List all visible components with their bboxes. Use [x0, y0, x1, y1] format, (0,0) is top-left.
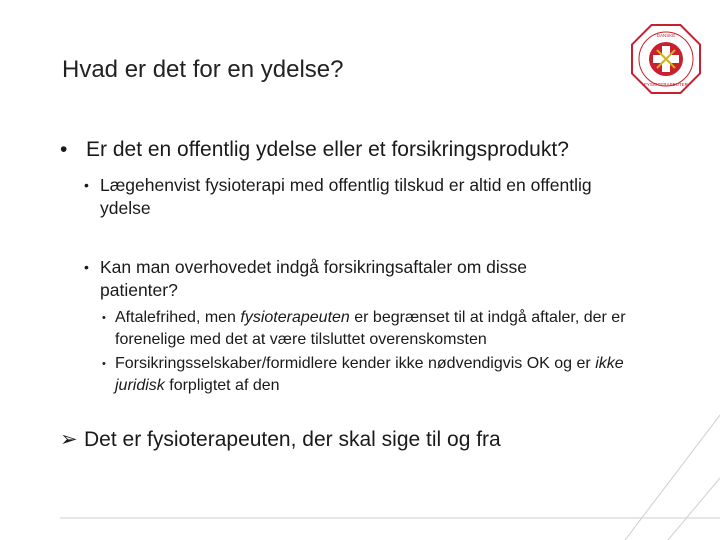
bullet-level2: [84, 174, 604, 220]
bullet-marker: •: [60, 138, 68, 161]
bullet-level2: [84, 256, 604, 302]
bullet-marker: •: [102, 312, 106, 324]
bullet-marker: •: [84, 177, 89, 193]
svg-text:DANSKE: DANSKE: [656, 33, 676, 38]
arrow-bullet-icon: ➢: [60, 428, 78, 451]
bullet-text: Lægehenvist fysioterapi med offentlig tilskud er altid en offentlig ydelse: [100, 175, 592, 218]
bullet-level3: [102, 353, 662, 397]
bullet-marker: •: [84, 259, 89, 275]
bullet-text: Aftalefrihed, men fysioterapeuten er begrænset til at indgå aftaler, der er forenelige med det at være tilsluttet overenskomsten: [115, 309, 626, 348]
bullet-text: Kan man overhovedet indgå forsikringsaftaler om disse patienter?: [100, 257, 528, 300]
danske-fysioterapeuter-logo: [631, 24, 701, 94]
slide-title: Hvad er det for en ydelse?: [62, 56, 344, 83]
bullet-text: Forsikringsselskaber/formidlere kender ikke nødvendigvis OK og er ikke juridisk forpligtet af den: [115, 355, 624, 394]
bullet-level3: [102, 307, 662, 351]
svg-text:FYSIOTERAPEUTER: FYSIOTERAPEUTER: [644, 82, 688, 87]
arrow-bullet-text: Det er fysioterapeuten, der skal sige til og fra: [84, 428, 501, 451]
arrow-bullet: [60, 427, 501, 452]
bullet-marker: •: [102, 358, 106, 370]
bullet-text: Er det en offentlig ydelse eller et forsikringsprodukt?: [86, 138, 569, 161]
